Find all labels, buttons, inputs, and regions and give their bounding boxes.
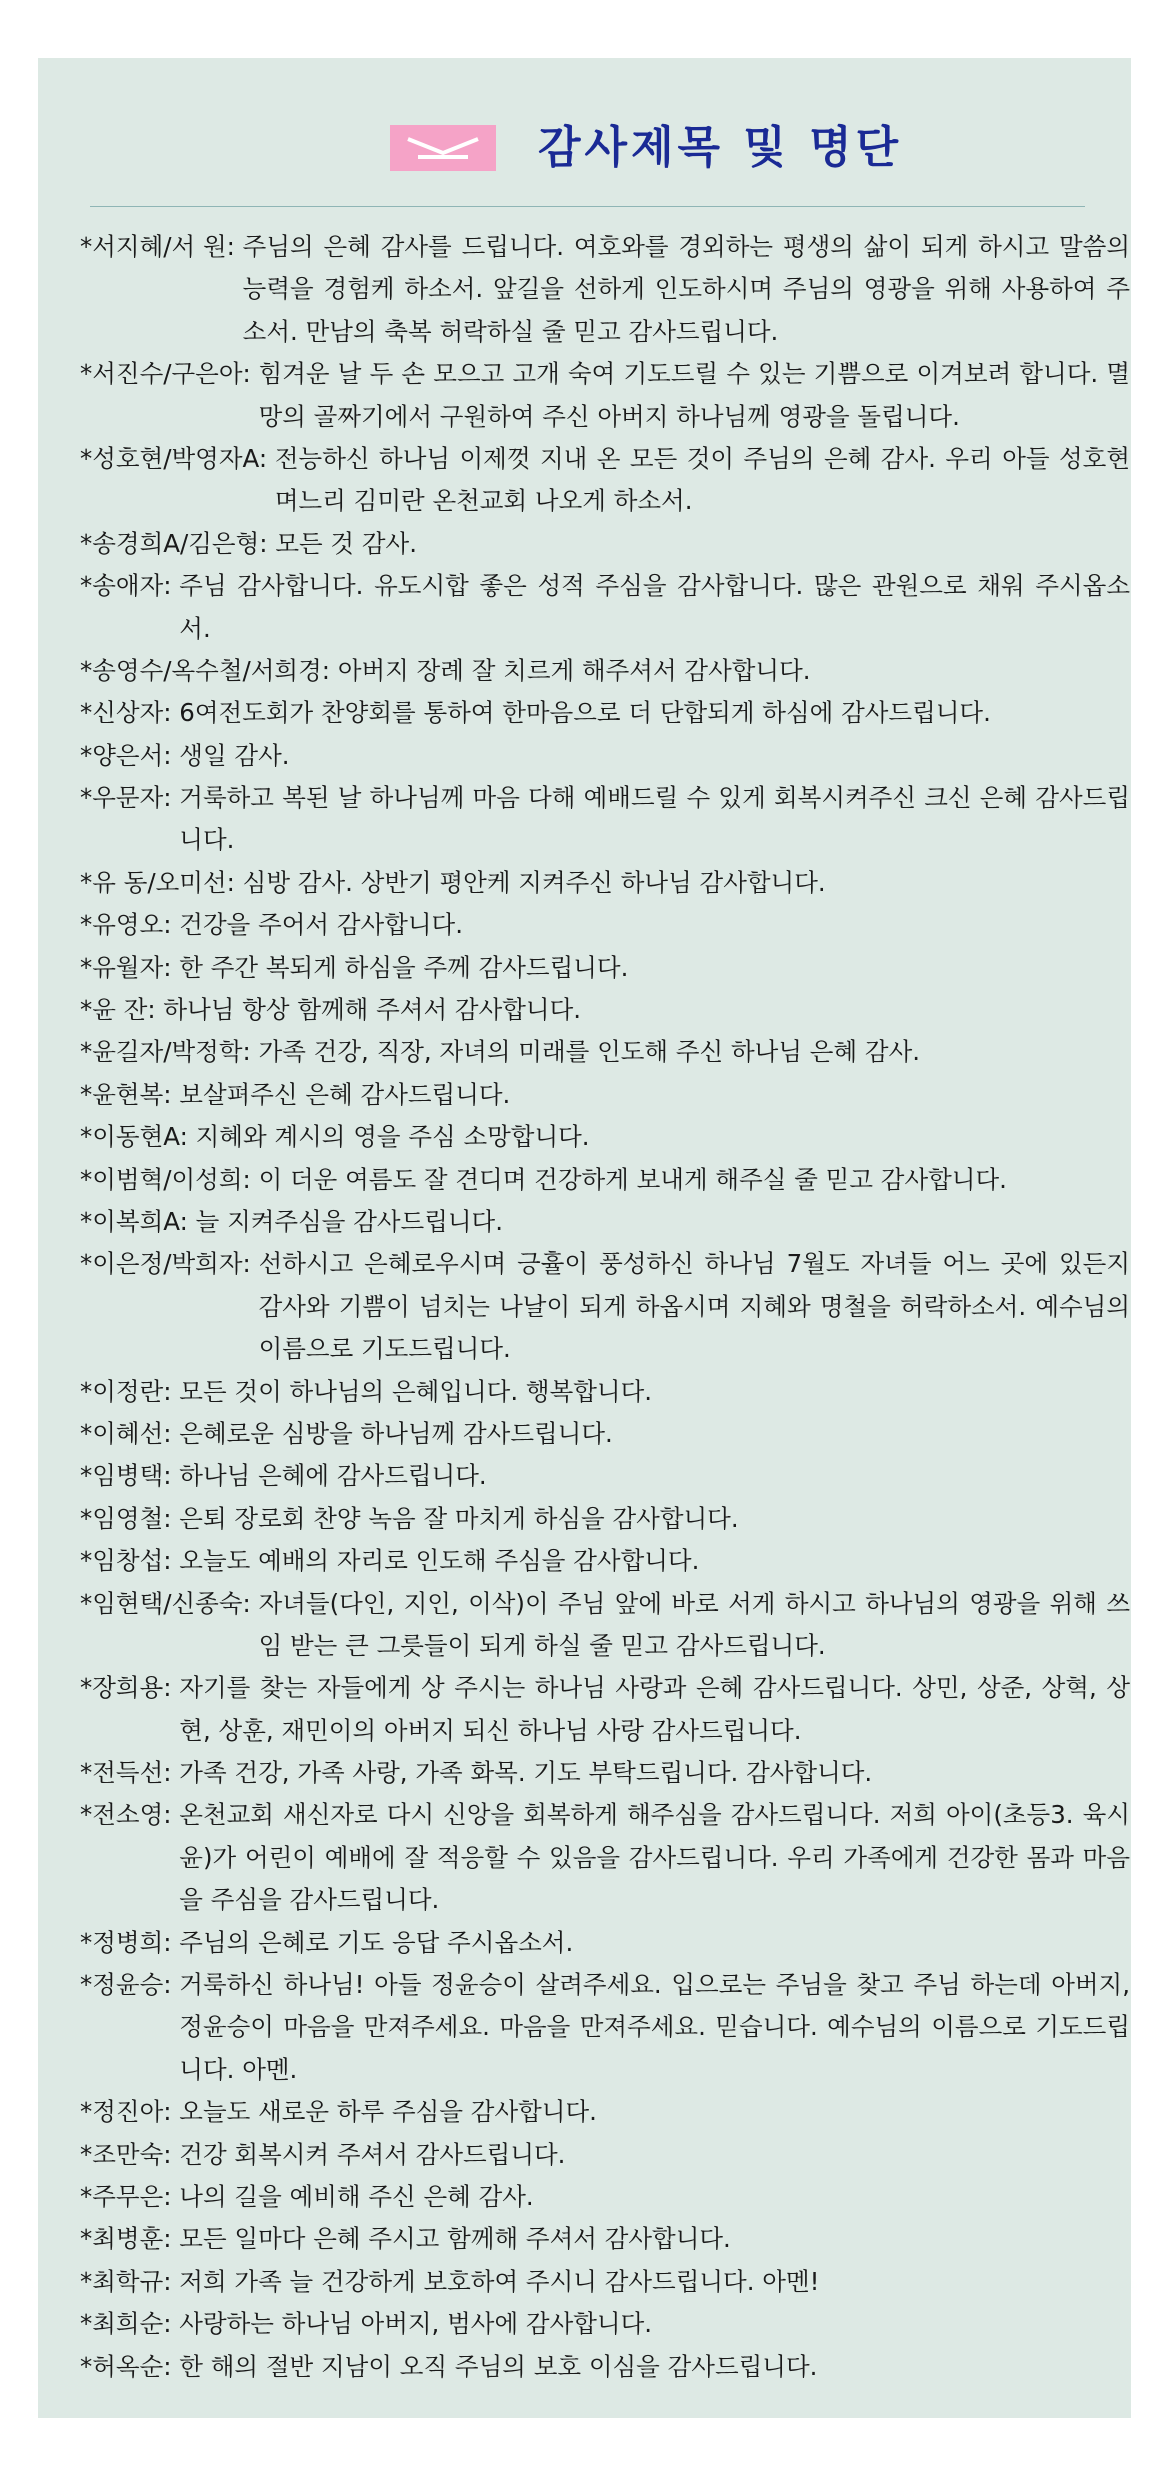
entry-text: 나의 길을 예비해 주신 은혜 감사. <box>179 2181 534 2211</box>
entry-name: *주무은: <box>80 2181 180 2211</box>
list-item <box>80 2176 1130 2218</box>
entry-text: 심방 감사. 상반기 평안케 지켜주신 하나님 감사합니다. <box>242 867 826 897</box>
entry-name: *전득선: <box>80 1758 180 1788</box>
entry-text: 자기를 찾는 자들에게 상 주시는 하나님 사랑과 은혜 감사드립니다. 상민, 상준, 상혁, 상현, 상훈, 재민이의 아버지 되신 하나님 사랑 감사드립니다. <box>179 1673 1130 1745</box>
entry-text: 모든 일마다 은혜 주시고 함께해 주셔서 감사합니다. <box>179 2224 731 2254</box>
entry-name: *이복희A: <box>80 1206 196 1236</box>
entry-name: *임영철: <box>80 1503 180 1533</box>
entry-text: 모든 것 감사. <box>275 528 418 558</box>
list-item <box>80 862 1130 904</box>
entry-text: 생일 감사. <box>179 740 290 770</box>
list-item <box>80 1413 1130 1455</box>
entry-text: 지혜와 계시의 영을 주심 소망합니다. <box>195 1122 590 1152</box>
entry-name: *서진수/구은아: <box>80 359 259 389</box>
entry-name: *조만숙: <box>80 2139 180 2169</box>
page-title: 감사제목 및 명단 <box>538 122 903 173</box>
entry-name: *양은서: <box>80 740 180 770</box>
list-item <box>80 1116 1130 1158</box>
entry-text: 자녀들(다인, 지인, 이삭)이 주님 앞에 바로 서게 하시고 하나님의 영광을 위해 쓰임 받는 큰 그릇들이 되게 하실 줄 믿고 감사드립니다. <box>258 1588 1130 1660</box>
entry-name: *임현택/신종숙: <box>80 1588 259 1618</box>
entry-text: 한 주간 복되게 하심을 주께 감사드립니다. <box>179 952 629 982</box>
entry-text: 이 더운 여름도 잘 견디며 건강하게 보내게 해주실 줄 믿고 감사합니다. <box>258 1164 1007 1194</box>
entry-name: *최학규: <box>80 2266 180 2296</box>
list-item <box>80 1498 1130 1540</box>
entry-name: *성호현/박영자A: <box>80 443 275 473</box>
entry-text: 저희 가족 늘 건강하게 보호하여 주시니 감사드립니다. 아멘! <box>179 2266 820 2296</box>
entry-text: 6여전도회가 찬양회를 통하여 한마음으로 더 단합되게 하심에 감사드립니다. <box>179 698 991 728</box>
entry-name: *정진아: <box>80 2097 180 2127</box>
entry-name: *전소영: <box>80 1800 180 1830</box>
list-item <box>80 904 1130 946</box>
list-item <box>80 1667 1130 1752</box>
entry-name: *윤현복: <box>80 1079 180 1109</box>
entry-name: *우문자: <box>80 783 180 813</box>
entry-text: 하나님 은혜에 감사드립니다. <box>179 1461 487 1491</box>
list-item <box>80 1752 1130 1794</box>
entry-text: 주님의 은혜로 기도 응답 주시옵소서. <box>179 1927 574 1957</box>
list-item <box>80 1964 1130 2091</box>
entry-text: 주님 감사합니다. 유도시합 좋은 성적 주심을 감사합니다. 많은 관원으로 채워 주시옵소서. <box>179 571 1130 643</box>
entry-text: 선하시고 은혜로우시며 긍휼이 풍성하신 하나님 7월도 자녀들 어느 곳에 있든지 감사와 기쁨이 넘치는 나날이 되게 하옵시며 지혜와 명철을 허락하소서. 예수님의 이름으로 기도드립니다. <box>258 1249 1130 1364</box>
entry-text: 전능하신 하나님 이제껏 지내 온 모든 것이 주님의 은혜 감사. 우리 아들 성호현 며느리 김미란 온천교회 나오게 하소서. <box>274 443 1130 516</box>
entry-name: *유월자: <box>80 952 180 982</box>
entry-name: *장희용: <box>80 1673 180 1703</box>
entry-text: 은혜로운 심방을 하나님께 감사드립니다. <box>179 1418 613 1448</box>
list-item <box>80 1243 1130 1370</box>
entry-text: 늘 지켜주심을 감사드립니다. <box>195 1206 503 1236</box>
list-item <box>80 1455 1130 1497</box>
entry-text: 한 해의 절반 지남이 오직 주님의 보호 이심을 감사드립니다. <box>179 2351 818 2381</box>
list-item <box>80 947 1130 989</box>
thanks-list <box>80 226 1130 2388</box>
list-item <box>80 1922 1130 1964</box>
list-item <box>80 2134 1130 2176</box>
entry-text: 거룩하고 복된 날 하나님께 마음 다해 예배드릴 수 있게 회복시켜주신 크신 은혜 감사드립니다. <box>179 783 1130 855</box>
list-item <box>80 692 1130 734</box>
entry-name: *정병희: <box>80 1927 180 1957</box>
header <box>38 118 1131 188</box>
entry-name: *송영수/옥수철/서희경: <box>80 655 338 685</box>
list-item <box>80 2303 1130 2345</box>
entry-name: *윤길자/박정학: <box>80 1037 259 1067</box>
list-item <box>80 565 1130 650</box>
list-item <box>80 1583 1130 1668</box>
entry-name: *허옥순: <box>80 2351 180 2381</box>
entry-name: *이혜선: <box>80 1418 180 1448</box>
list-item <box>80 989 1130 1031</box>
entry-name: *신상자: <box>80 698 180 728</box>
entry-name: *유영오: <box>80 910 180 940</box>
entry-name: *이범혁/이성희: <box>80 1164 259 1194</box>
entry-name: *윤 잔: <box>80 995 164 1025</box>
list-item <box>80 1074 1130 1116</box>
entry-text: 건강 회복시켜 주셔서 감사드립니다. <box>179 2139 566 2169</box>
entry-name: *임창섭: <box>80 1546 180 1576</box>
entry-text: 가족 건강, 가족 사랑, 가족 화목. 기도 부탁드립니다. 감사합니다. <box>179 1758 873 1788</box>
entry-text: 힘겨운 날 두 손 모으고 고개 숙여 기도드릴 수 있는 기쁨으로 이겨보려 합니다. 멸망의 골짜기에서 구원하여 주신 아버지 하나님께 영광을 돌립니다. <box>258 359 1130 431</box>
entry-name: *송경희A/김은형: <box>80 528 276 558</box>
entry-name: *정윤승: <box>80 1970 180 2000</box>
entry-text: 오늘도 예배의 자리로 인도해 주심을 감사합니다. <box>179 1546 700 1576</box>
entry-text: 가족 건강, 직장, 자녀의 미래를 인도해 주신 하나님 은혜 감사. <box>258 1037 921 1067</box>
entry-name: *이정란: <box>80 1376 180 1406</box>
entry-text: 하나님 항상 함께해 주셔서 감사합니다. <box>163 995 582 1025</box>
thanks-panel <box>38 58 1131 2418</box>
entry-text: 오늘도 새로운 하루 주심을 감사합니다. <box>179 2097 597 2127</box>
entry-text: 보살펴주신 은혜 감사드립니다. <box>179 1079 511 1109</box>
list-item <box>80 1159 1130 1201</box>
entry-name: *유 동/오미선: <box>80 867 243 897</box>
entry-text: 거룩하신 하나님! 아들 정윤승이 살려주세요. 입으로는 주님을 찾고 주님 하는데 아버지, 정윤승이 마음을 만져주세요. 마음을 만져주세요. 믿습니다. 예수님의 이름으로 기도드립니다. 아멘. <box>179 1970 1130 2084</box>
entry-text: 건강을 주어서 감사합니다. <box>179 910 463 940</box>
entry-text: 아버지 장례 잘 치르게 해주셔서 감사합니다. <box>337 655 811 685</box>
entry-text: 주님의 은혜 감사를 드립니다. 여호와를 경외하는 평생의 삶이 되게 하시고 말씀의 능력을 경험케 하소서. 앞길을 선하게 인도하시며 주님의 영광을 위해 사용하여 주소서. 만남의 축복 허락하실 줄 믿고 감사드립니다. <box>242 232 1130 346</box>
envelope-icon <box>388 123 498 173</box>
entry-name: *이동현A: <box>80 1122 196 1152</box>
list-item <box>80 2218 1130 2260</box>
list-item <box>80 777 1130 862</box>
entry-text: 사랑하는 하나님 아버지, 범사에 감사합니다. <box>179 2309 653 2339</box>
entry-name: *최희순: <box>80 2309 180 2339</box>
list-item <box>80 2261 1130 2303</box>
list-item <box>80 650 1130 692</box>
entry-text: 은퇴 장로회 찬양 녹음 잘 마치게 하심을 감사합니다. <box>179 1503 739 1533</box>
entry-name: *송애자: <box>80 571 180 601</box>
list-item <box>80 226 1130 353</box>
list-item <box>80 353 1130 438</box>
list-item <box>80 2346 1130 2388</box>
entry-name: *최병훈: <box>80 2224 180 2254</box>
list-item <box>80 1540 1130 1582</box>
list-item <box>80 2091 1130 2133</box>
list-item <box>80 1371 1130 1413</box>
list-item <box>80 735 1130 777</box>
list-item <box>80 1794 1130 1921</box>
entry-name: *이은정/박희자: <box>80 1249 259 1279</box>
entry-name: *임병택: <box>80 1461 180 1491</box>
list-item <box>80 438 1130 523</box>
list-item <box>80 1031 1130 1073</box>
list-item <box>80 1201 1130 1243</box>
entry-text: 온천교회 새신자로 다시 신앙을 회복하게 해주심을 감사드립니다. 저희 아이(초등3. 육시윤)가 어린이 예배에 잘 적응할 수 있음을 감사드립니다. 우리 가족에게 건강한 몸과 마음을 주심을 감사드립니다. <box>179 1800 1130 1915</box>
entry-text: 모든 것이 하나님의 은혜입니다. 행복합니다. <box>179 1376 653 1406</box>
list-item <box>80 523 1130 565</box>
header-divider <box>90 206 1085 207</box>
entry-name: *서지혜/서 원: <box>80 232 243 261</box>
